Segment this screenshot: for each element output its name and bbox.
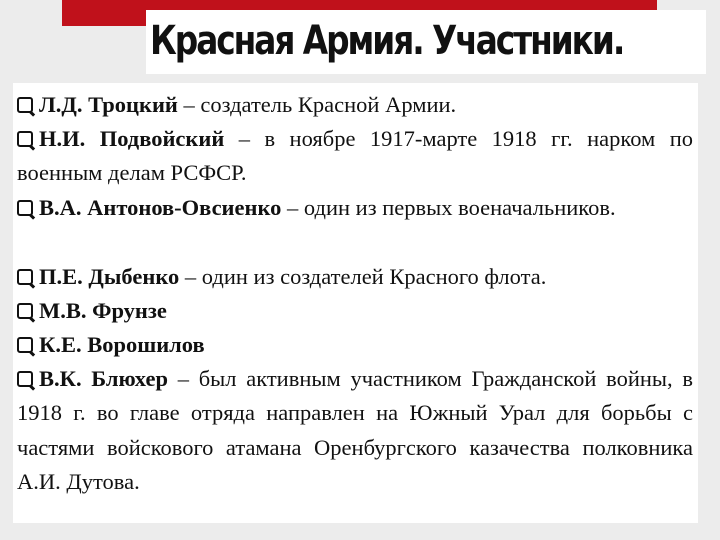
person-name: М.В. Фрунзе: [39, 298, 167, 323]
list-item: [17, 88, 693, 122]
person-name: К.Е. Ворошилов: [39, 332, 205, 357]
person-name: В.А. Антонов-Овсиенко: [39, 195, 282, 220]
slide-title: Красная Армия. Участники.: [150, 18, 624, 64]
checkbox-bullet-icon: [17, 337, 33, 353]
checkbox-bullet-icon: [17, 131, 33, 147]
person-description: – в ноябре 1917-марте 1918 гг. нарком по военным делам РСФСР.: [17, 126, 694, 186]
checkbox-bullet-icon: [17, 97, 33, 113]
checkbox-bullet-icon: [17, 303, 33, 319]
list-item: [17, 328, 693, 362]
list-item: [17, 191, 693, 225]
person-name: П.Е. Дыбенко: [39, 264, 180, 289]
person-description: – создатель Красной Армии.: [177, 92, 457, 117]
person-description: – один из первых военачальников.: [281, 195, 616, 220]
list-item: [17, 260, 693, 294]
checkbox-bullet-icon: [17, 200, 33, 216]
checkbox-bullet-icon: [17, 371, 33, 387]
list-item: [17, 294, 693, 328]
list-item: [17, 362, 693, 499]
list-item: [17, 122, 693, 191]
person-name: Л.Д. Троцкий: [39, 92, 178, 117]
person-name: В.К. Блюхер: [39, 366, 168, 391]
person-name: Н.И. Подвойский: [39, 126, 225, 151]
person-description: – был активным участником Гражданской войны, в 1918 г. во главе отряда направлен на Южный Урал для борьбы с частями войскового атамана Оренбургского казачества полковника А.И. Дутова.: [17, 366, 693, 494]
person-description: – один из создателей Красного флота.: [179, 264, 547, 289]
checkbox-bullet-icon: [17, 269, 33, 285]
